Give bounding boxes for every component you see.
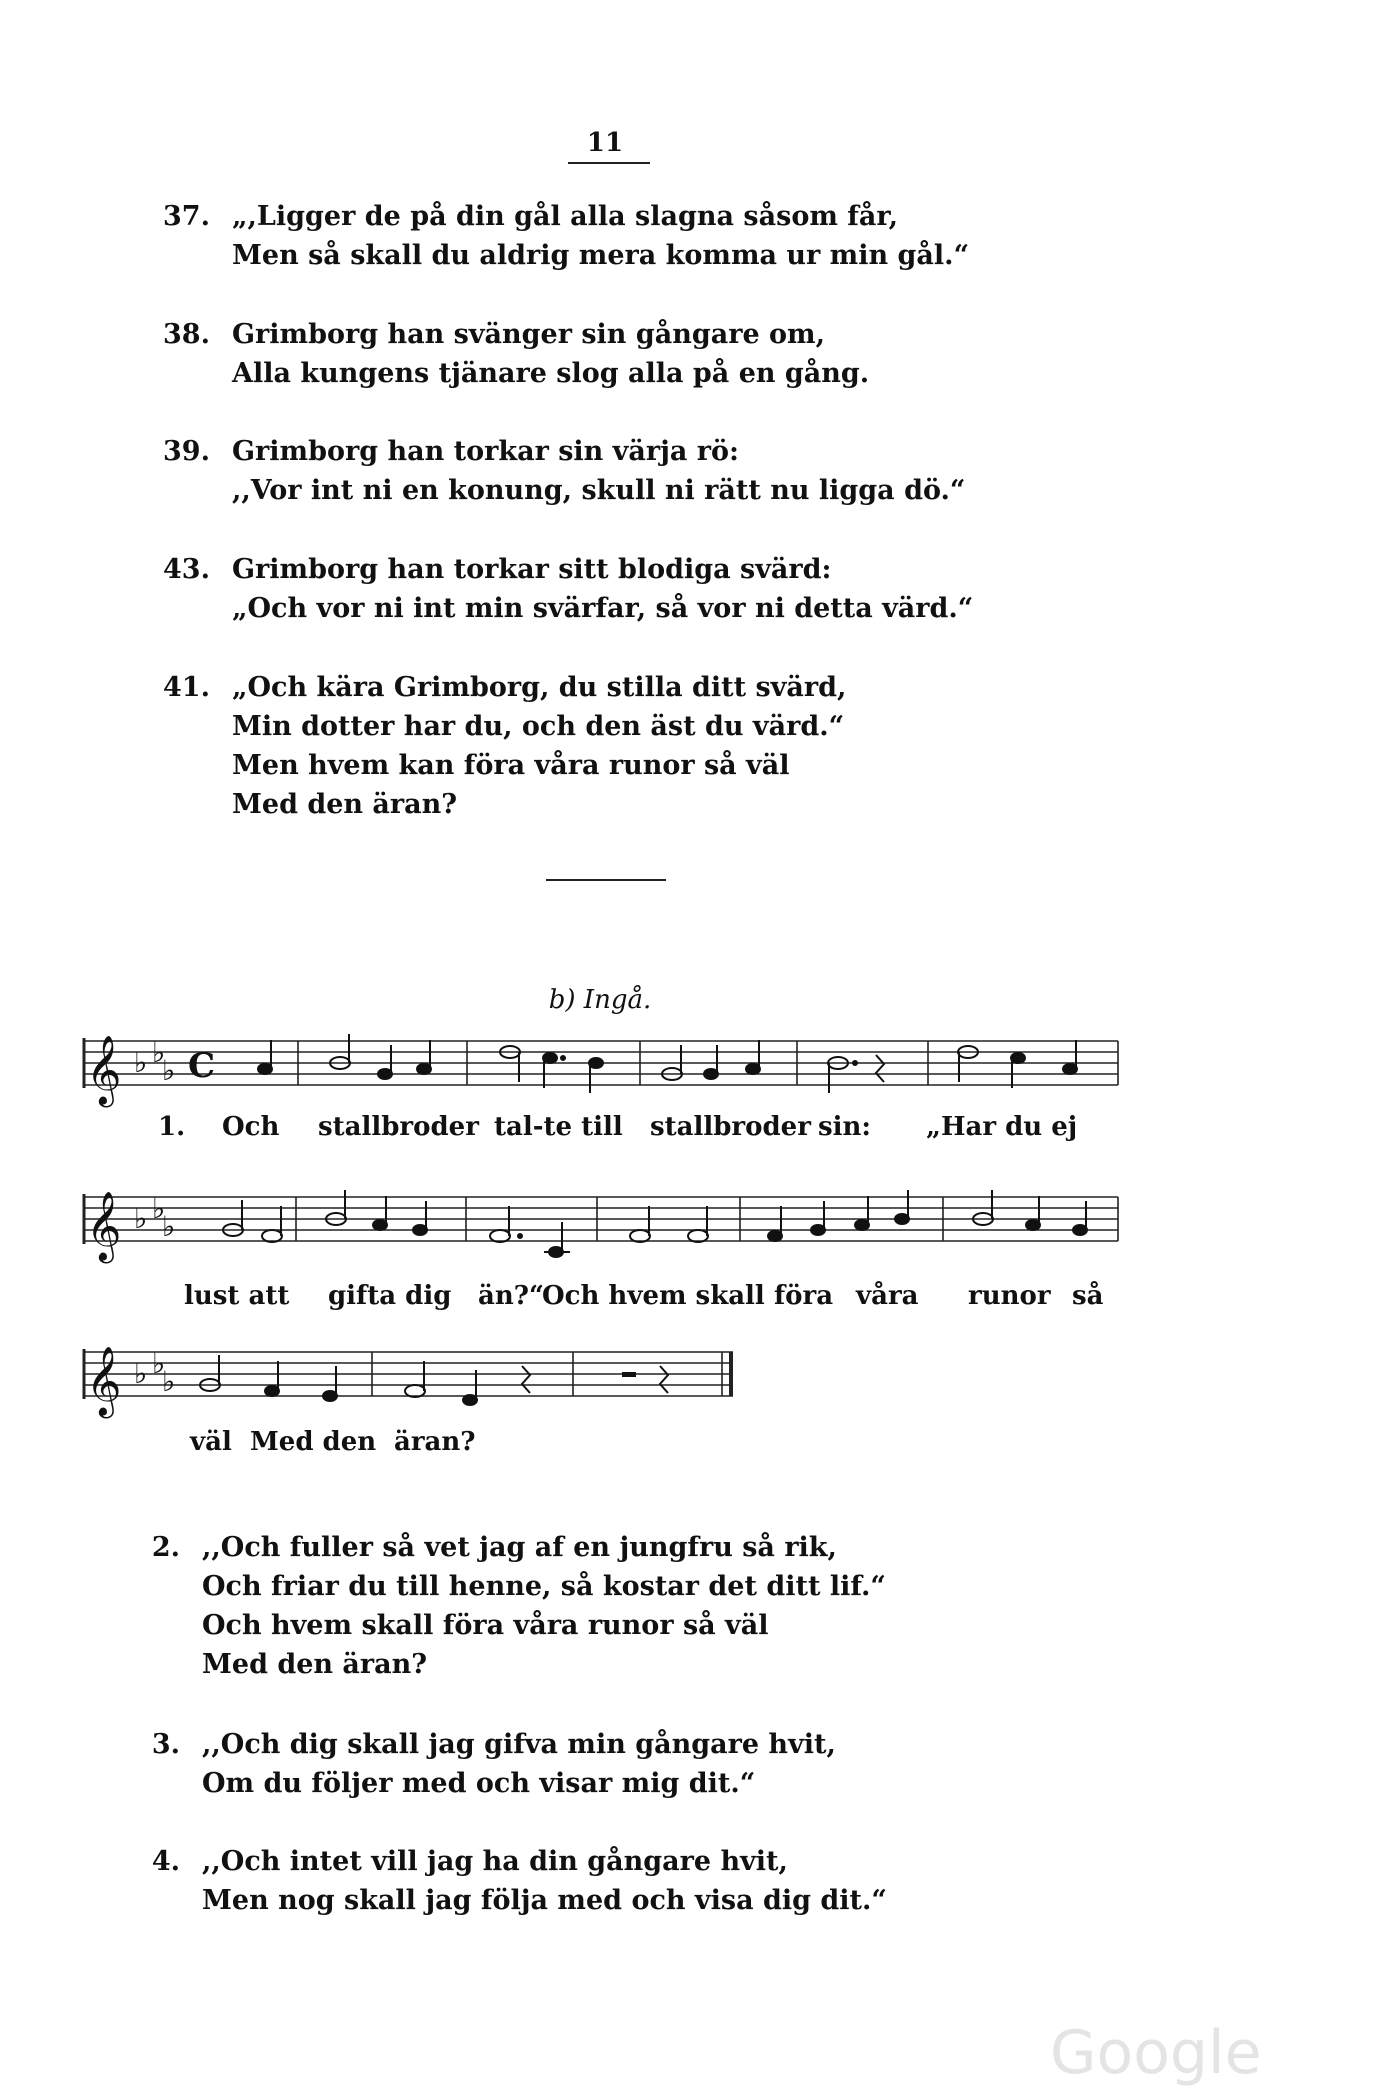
verse-line: ,,Och fuller så vet jag af en jungfru så rik, xyxy=(202,1532,837,1563)
lyric-word: Med den xyxy=(250,1427,377,1457)
stanza-number: 3. xyxy=(151,1729,180,1760)
flat-icon: ♭ xyxy=(134,1357,148,1390)
lyric-word: än?“ xyxy=(478,1281,544,1311)
lyric-word: föra xyxy=(774,1281,834,1311)
lyric-word: lust att xyxy=(184,1281,290,1311)
stanza-number: 2. xyxy=(151,1532,180,1563)
treble-clef-icon: 𝄞 xyxy=(86,1035,122,1105)
lyric-word: Och hvem skall xyxy=(542,1281,765,1311)
stanza-number: 43. xyxy=(163,554,210,585)
tune-title: b) Ingå. xyxy=(548,985,652,1015)
verse-line: Men hvem kan föra våra runor så väl xyxy=(232,750,790,781)
verse-line: „,Ligger de på din gål alla slagna såsom får, xyxy=(232,201,899,232)
lyric-word: stallbroder xyxy=(318,1112,479,1142)
treble-clef-icon: 𝄞 xyxy=(86,1346,122,1416)
lyric-word: väl xyxy=(190,1427,232,1457)
lyric-word: gifta dig xyxy=(328,1281,452,1311)
lyric-word: „Har du ej xyxy=(926,1112,1078,1142)
lyric-word: tal-te till xyxy=(494,1112,623,1142)
verse-line: Min dotter har du, och den äst du värd.“ xyxy=(232,711,845,742)
verse-line: Och hvem skall föra våra runor så väl xyxy=(202,1610,769,1641)
stanza-number: 4. xyxy=(151,1846,180,1877)
flat-icon: ♭ xyxy=(152,1192,166,1225)
lyric-word: runor xyxy=(968,1281,1051,1311)
lyric-word: stallbroder xyxy=(650,1112,811,1142)
lyric-verse-number: 1. xyxy=(158,1112,186,1142)
verse-line: ,,Och dig skall jag gifva min gångare hvit, xyxy=(202,1729,836,1760)
stanza-number: 37. xyxy=(163,201,210,232)
stanza-number: 41. xyxy=(163,672,210,703)
flat-icon: ♭ xyxy=(162,1365,176,1398)
watermark: Google xyxy=(1050,2018,1262,2088)
staff-2 xyxy=(84,1194,1118,1244)
verse-line: „Och vor ni int min svärfar, så vor ni detta värd.“ xyxy=(232,593,974,624)
flat-icon: ♭ xyxy=(134,1202,148,1235)
verse-line: Men nog skall jag följa med och visa dig dit.“ xyxy=(202,1885,887,1916)
stanza-number: 39. xyxy=(163,436,210,467)
verse-line: ,,Och intet vill jag ha din gångare hvit, xyxy=(202,1846,788,1877)
verse-line: Och friar du till henne, så kostar det ditt lif.“ xyxy=(202,1571,886,1602)
lyric-word: så xyxy=(1072,1281,1104,1311)
flat-icon: ♭ xyxy=(162,1210,176,1243)
stanza-number: 38. xyxy=(163,319,210,350)
flat-icon: ♭ xyxy=(134,1046,148,1079)
verse-line: Med den äran? xyxy=(202,1649,428,1680)
page-number: 11 xyxy=(586,128,624,158)
verse-line: Men så skall du aldrig mera komma ur min gål.“ xyxy=(232,240,970,271)
flat-icon: ♭ xyxy=(152,1347,166,1380)
lyric-word: sin: xyxy=(818,1112,872,1142)
flat-icon: ♭ xyxy=(162,1054,176,1087)
verse-line: Med den äran? xyxy=(232,789,458,820)
verse-line: Grimborg han svänger sin gångare om, xyxy=(232,319,825,350)
verse-line: Grimborg han torkar sin värja rö: xyxy=(232,436,739,467)
verse-line: Om du följer med och visar mig dit.“ xyxy=(202,1768,756,1799)
lyric-word: äran? xyxy=(394,1427,476,1457)
verse-line: Grimborg han torkar sitt blodiga svärd: xyxy=(232,554,832,585)
common-time-icon: C xyxy=(188,1046,216,1086)
verse-line: „Och kära Grimborg, du stilla ditt svärd, xyxy=(232,672,847,703)
verse-line: Alla kungens tjänare slog alla på en gång. xyxy=(232,358,870,389)
lyric-word: Och xyxy=(222,1112,280,1142)
verse-line: ,,Vor int ni en konung, skull ni rätt nu ligga dö.“ xyxy=(232,475,966,506)
treble-clef-icon: 𝄞 xyxy=(86,1191,122,1261)
lyric-word: våra xyxy=(856,1281,919,1311)
flat-icon: ♭ xyxy=(152,1036,166,1069)
